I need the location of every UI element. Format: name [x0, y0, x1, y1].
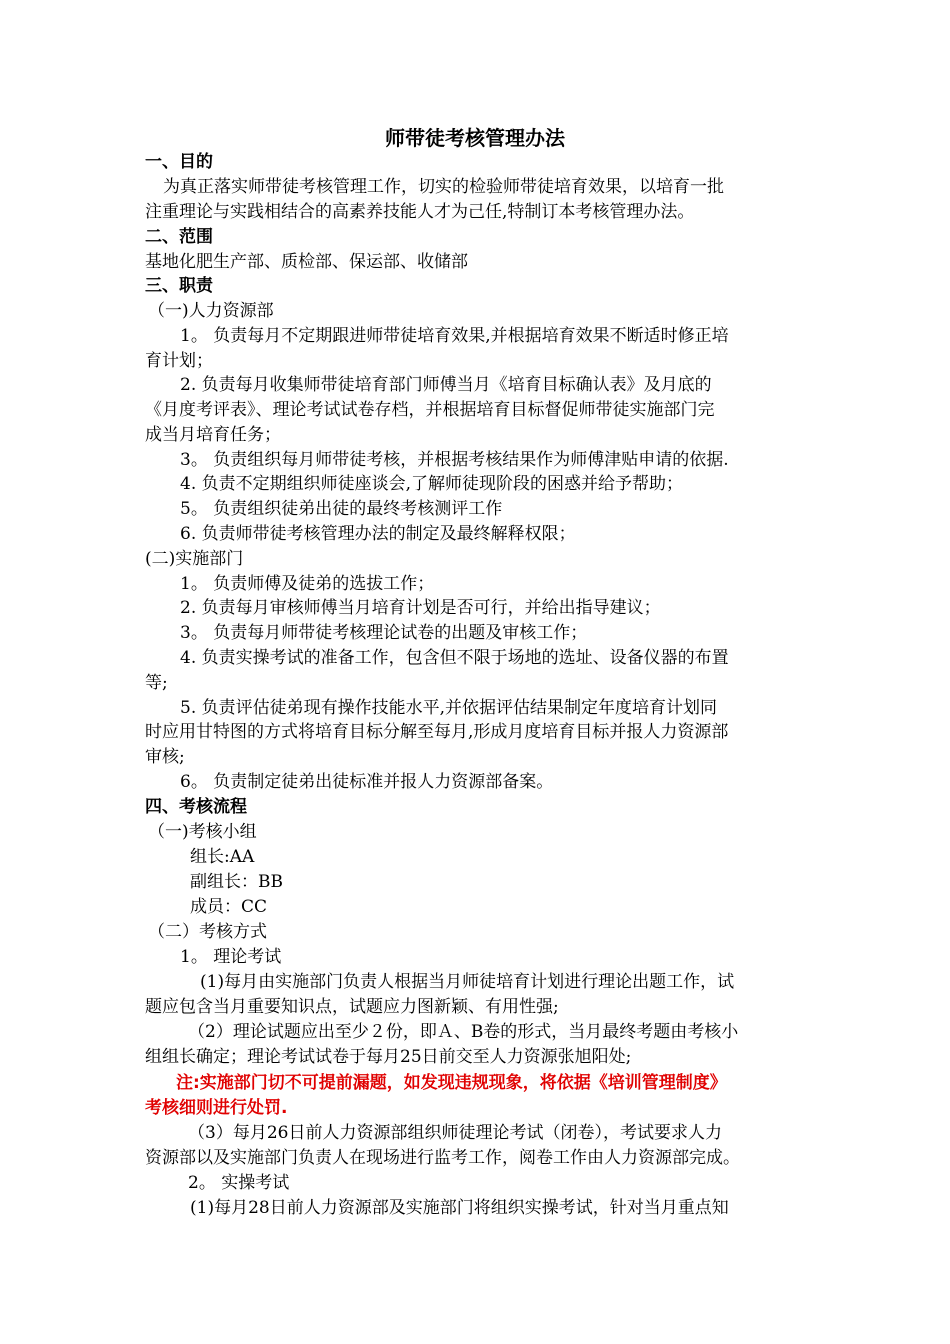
subsection-heading: （一)考核小组 [148, 822, 257, 842]
section-heading-process: 四、考核流程 [145, 797, 247, 817]
paragraph-line: 5. 负责评估徒弟现有操作技能水平,并依据评估结果制定年度培育计划同 [180, 698, 718, 718]
document-title: 师带徒考核管理办法 [385, 126, 565, 150]
paragraph-line: 2. 负责每月收集师带徒培育部门师傅当月《培育目标确认表》及月底的 [180, 375, 712, 395]
paragraph-line: 成当月培育任务； [145, 425, 281, 445]
paragraph-line: 2. 负责每月审核师傅当月培育计划是否可行，并给出指导建议； [180, 598, 661, 618]
subsection-heading: （二）考核方式 [148, 922, 267, 942]
paragraph-line: 2。 实操考试 [188, 1173, 290, 1193]
paragraph-line: （3）每月26日前人力资源部组织师徒理论考试（闭卷），考试要求人力 [188, 1123, 722, 1143]
paragraph-line: 3。 负责组织每月师带徒考核，并根据考核结果作为师傅津贴申请的依据. [180, 450, 729, 470]
paragraph-line: 3。 负责每月师带徒考核理论试卷的出题及审核工作； [180, 623, 588, 643]
paragraph-line: 资源部以及实施部门负责人在现场进行监考工作，阅卷工作由人力资源部完成。 [145, 1148, 740, 1168]
paragraph-line: 副组长：BB [190, 872, 283, 892]
paragraph-line: (1)每月由实施部门负责人根据当月师徒培育计划进行理论出题工作，试 [200, 972, 735, 992]
paragraph-line: 4. 负责不定期组织师徒座谈会,了解师徒现阶段的困惑并给予帮助； [180, 474, 684, 494]
paragraph-line: 育计划； [145, 351, 213, 371]
warning-note: 注:实施部门切不可提前漏题，如发现违规现象，将依据《培训管理制度》 [176, 1073, 727, 1093]
paragraph-line: 基地化肥生产部、质检部、保运部、收储部 [145, 252, 468, 272]
paragraph-line: 为真正落实师带徒考核管理工作，切实的检验师带徒培育效果，以培育一批 [163, 177, 724, 197]
section-heading-purpose: 一、目的 [145, 152, 213, 172]
paragraph-line: 4. 负责实操考试的准备工作，包含但不限于场地的选址、设备仪器的布置 [180, 648, 729, 668]
warning-note: 考核细则进行处罚. [145, 1098, 288, 1118]
paragraph-line: 1。 理论考试 [180, 947, 282, 967]
paragraph-line: (1)每月28日前人力资源部及实施部门将组织实操考试，针对当月重点知 [190, 1198, 729, 1218]
section-heading-scope: 二、范围 [145, 227, 213, 247]
paragraph-line: 组组长确定；理论考试试卷于每月25日前交至人力资源张旭阳处; [145, 1047, 632, 1067]
paragraph-line: 1。 负责师傅及徒弟的选拔工作； [180, 574, 435, 594]
section-heading-duties: 三、职责 [145, 276, 213, 296]
paragraph-line: 时应用甘特图的方式将培育目标分解至每月,形成月度培育目标并报人力资源部 [145, 722, 729, 742]
paragraph-line: 5。 负责组织徒弟出徒的最终考核测评工作 [180, 499, 503, 519]
paragraph-line: 注重理论与实践相结合的高素养技能人才为己任,特制订本考核管理办法。 [145, 202, 695, 222]
paragraph-line: 等; [145, 673, 168, 693]
paragraph-line: 成员：CC [190, 897, 268, 917]
paragraph-line: 6。 负责制定徒弟出徒标准并报人力资源部备案。 [180, 772, 554, 792]
paragraph-line: 1。 负责每月不定期跟进师带徒培育效果,并根据培育效果不断适时修正培 [180, 326, 729, 346]
paragraph-line: 组长:AA [190, 847, 255, 867]
paragraph-line: （2）理论试题应出至少２份，即Ａ、B卷的形式，当月最终考题由考核小 [188, 1022, 739, 1042]
paragraph-line: 6. 负责师带徒考核管理办法的制定及最终解释权限； [180, 524, 576, 544]
subsection-heading: （一)人力资源部 [148, 301, 274, 321]
paragraph-line: 题应包含当月重要知识点，试题应力图新颖、有用性强; [145, 997, 559, 1017]
paragraph-line: 审核; [145, 747, 185, 767]
subsection-heading: (二)实施部门 [145, 549, 244, 569]
paragraph-line: 《月度考评表》、理论考试试卷存档，并根据培育目标督促师带徒实施部门完 [145, 400, 715, 420]
